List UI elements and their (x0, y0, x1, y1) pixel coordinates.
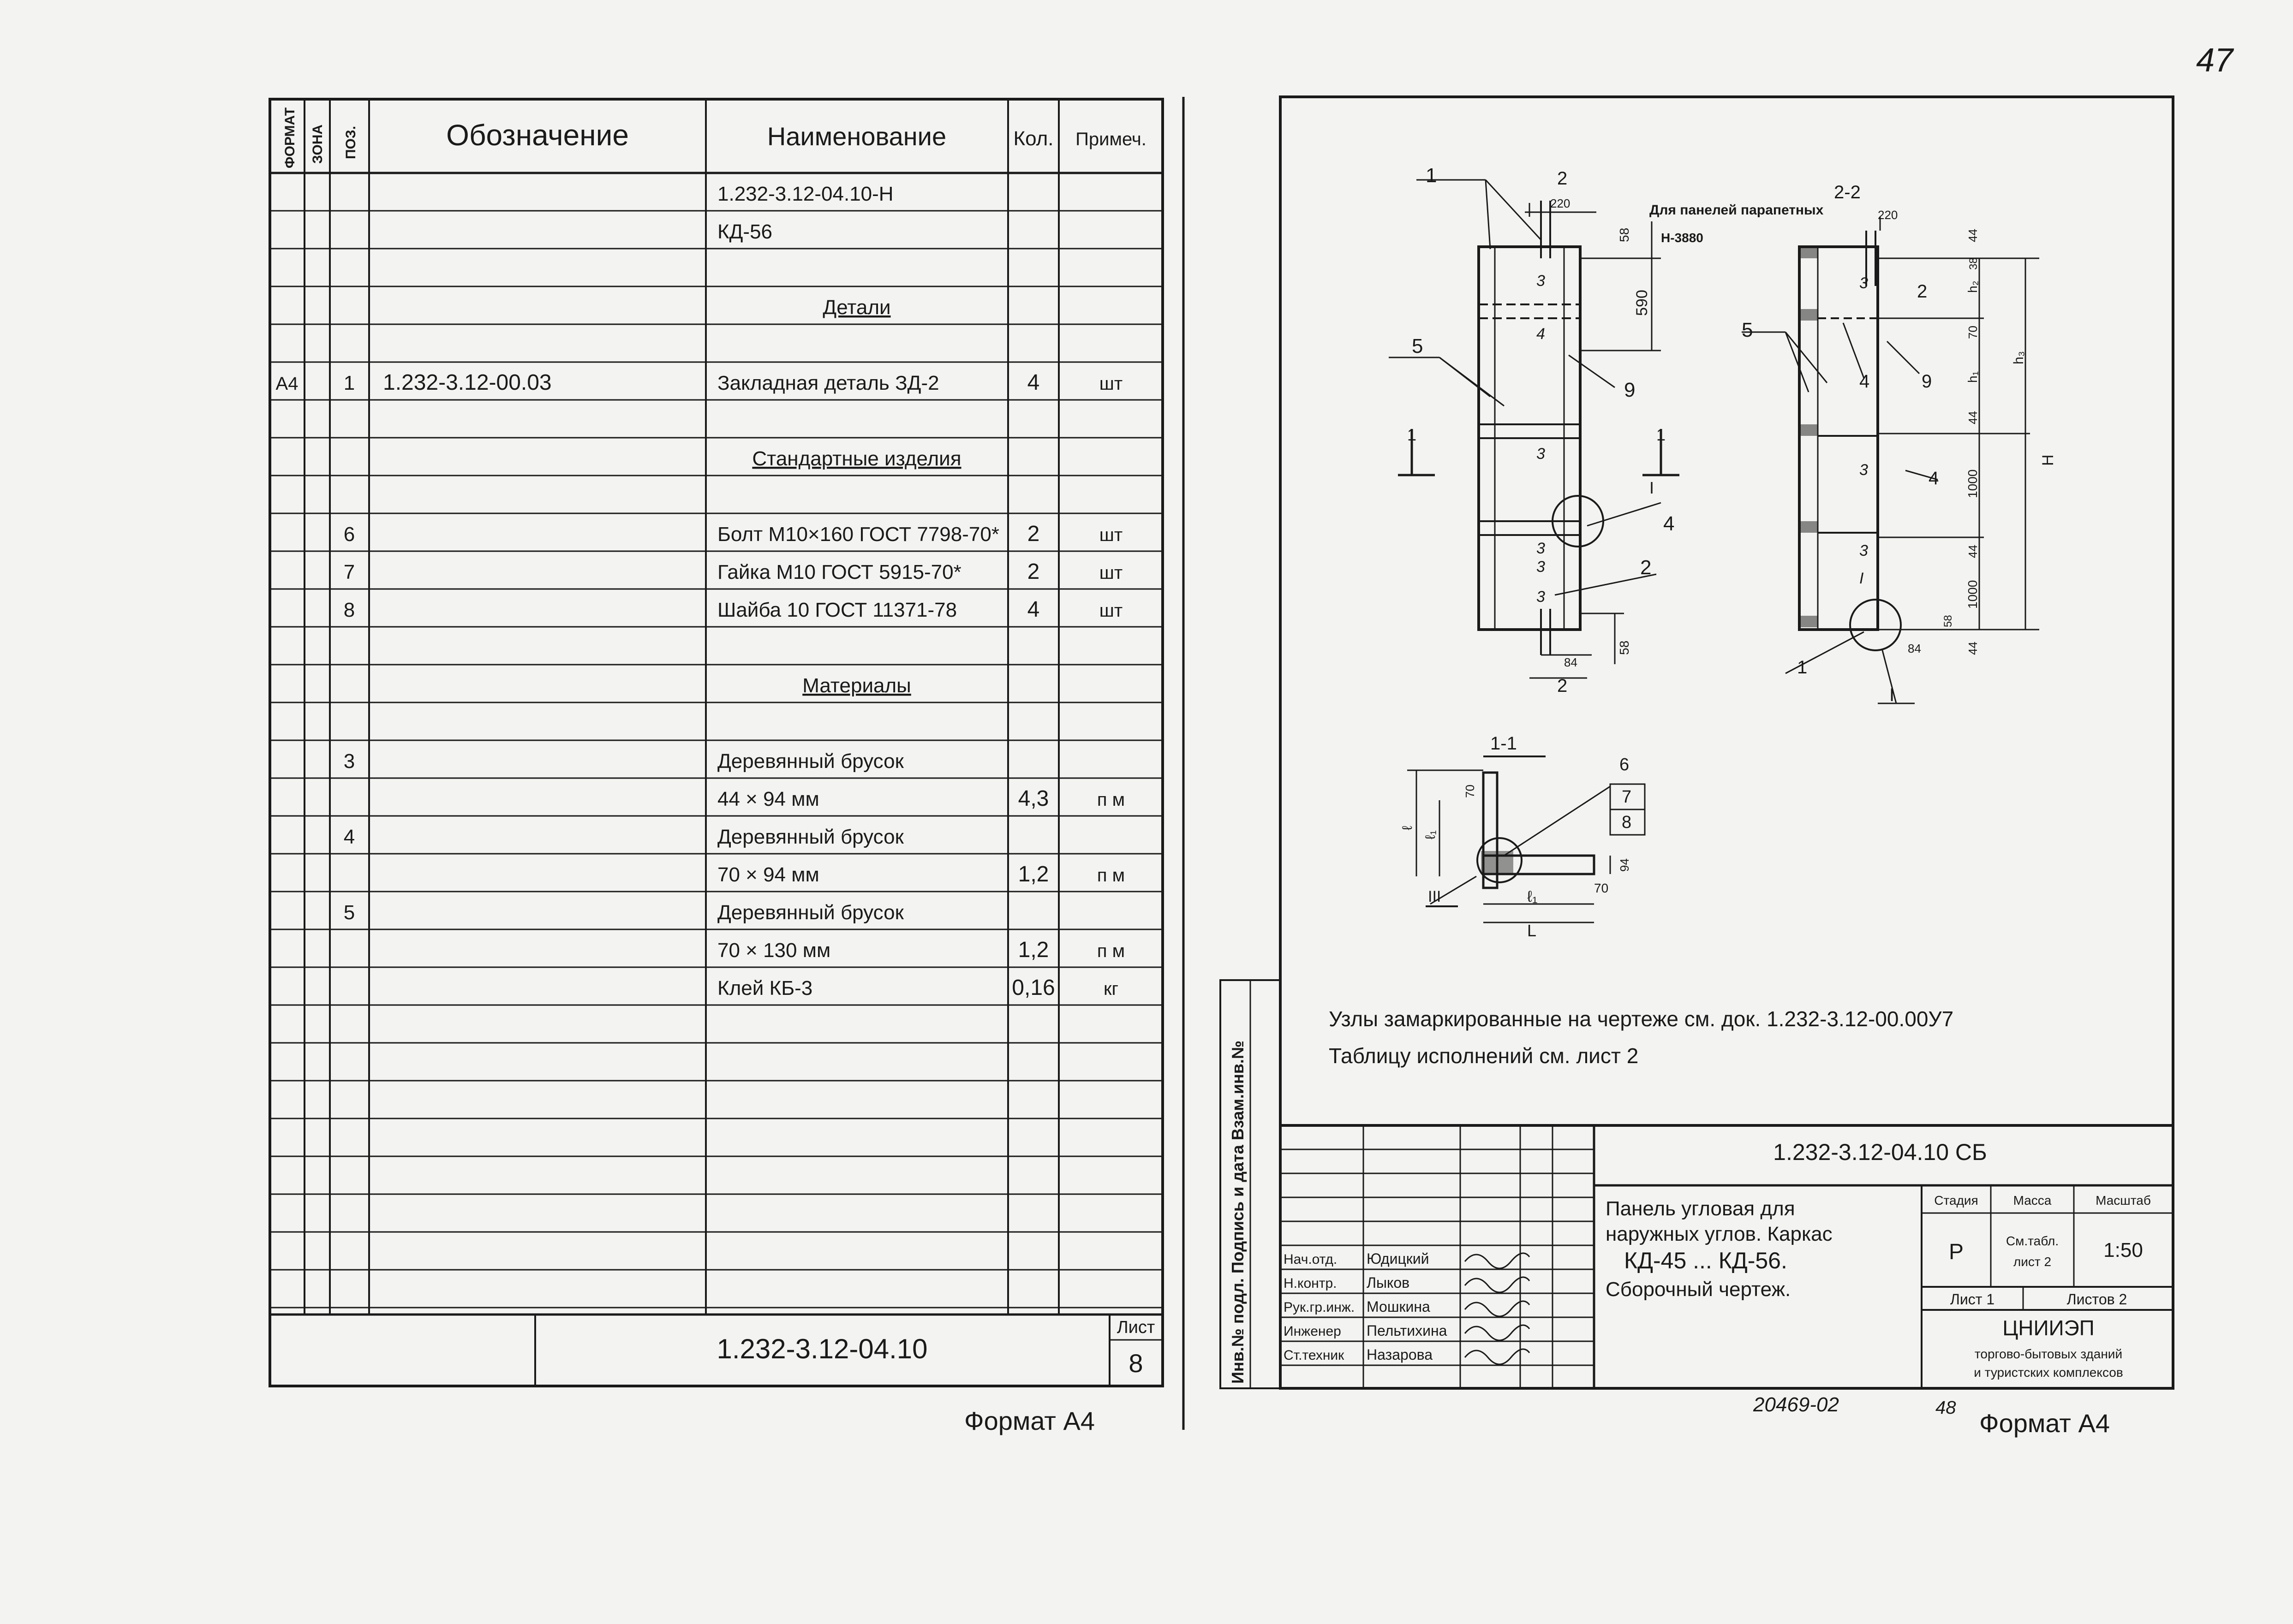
stamp-mass-label: Масса (2013, 1193, 2052, 1208)
stamp-scale-label: Масштаб (2096, 1193, 2151, 1208)
spec-cell-format: А4 (275, 374, 299, 394)
callout-5: 5 (1412, 335, 1423, 357)
right-format-label: Формат А4 (1979, 1409, 2110, 1438)
leader (1486, 180, 1490, 249)
hatch (1799, 521, 1818, 533)
section-callout-9: 9 (1922, 371, 1932, 392)
stamp-title-3: КД-45 ... КД-56. (1624, 1248, 1787, 1273)
callout-4: 4 (1663, 512, 1675, 535)
spec-cell-pos: 7 (343, 561, 355, 583)
hatch (1799, 309, 1818, 321)
dim-84: 84 (1564, 655, 1577, 669)
callout-2b: 2 (1640, 556, 1652, 579)
callout-2c: 2 (1557, 676, 1568, 696)
spec-cell-name: Детали (823, 296, 891, 319)
stamp-person: Пельтихина (1367, 1322, 1447, 1339)
section-callout-2: 2 (1917, 281, 1928, 302)
spec-cell-name: 70 × 130 мм (717, 939, 831, 962)
hatch (1799, 424, 1818, 436)
spec-cell-name: Гайка М10 ГОСТ 5915-70* (717, 561, 961, 583)
dim-70: 70 (1966, 326, 1980, 339)
dim-44b: 44 (1966, 411, 1980, 424)
dim-h3: h₃ (2011, 351, 2026, 364)
node-3f: 3 (1859, 274, 1868, 292)
col-header-qty: Кол. (1013, 127, 1054, 150)
cut-7: 7 (1622, 787, 1632, 807)
spec-cell-pos: 5 (343, 901, 355, 924)
spec-cell-note: п м (1097, 941, 1125, 961)
col-header-name: Наименование (767, 122, 947, 151)
stamp-person: Юдицкий (1367, 1250, 1429, 1267)
dim-58: 58 (1617, 227, 1631, 242)
col-header-format: ФОРМАТ (282, 107, 298, 168)
stamp-org-3: и туристских комплексов (1974, 1365, 2123, 1380)
leader (1569, 355, 1615, 387)
section-outline (1799, 247, 1878, 630)
spec-cell-name: Деревянный брусок (717, 750, 904, 773)
parapet-note: Для панелей парапетных (1649, 202, 1824, 218)
note-line-1: Узлы замаркированные на чертеже см. док. 1.232-3.12-00.00У7 (1329, 1007, 1954, 1031)
dim-1000a: 1000 (1965, 469, 1980, 498)
node-3c: 3 (1536, 540, 1545, 557)
cut-L: L (1527, 921, 1537, 940)
cut-8: 8 (1622, 813, 1632, 832)
spec-cell-qty: 2 (1027, 559, 1040, 584)
spec-footer-code: 1.232-3.12-04.10 (717, 1333, 928, 1364)
stamp-person: Мошкина (1367, 1298, 1430, 1315)
section-inner (1799, 247, 1818, 630)
spec-cell-name: Стандартные изделия (752, 447, 961, 470)
stamp-role: Инженер (1284, 1324, 1341, 1339)
cut-l1v: ℓ₁ (1423, 830, 1438, 839)
dim-220b: 220 (1878, 208, 1898, 222)
leader (1887, 341, 1919, 374)
specification-sheet (270, 99, 1163, 1435)
stamp-code: 1.232-3.12-04.10 СБ (1773, 1139, 1987, 1165)
left-format-label: Формат А4 (964, 1406, 1095, 1435)
section-label-1-1: 1-1 (1490, 733, 1517, 754)
stamp-title-2: наружных углов. Каркас (1606, 1223, 1833, 1245)
dim-44a: 44 (1966, 229, 1980, 242)
spec-cell-qty: 1,2 (1018, 862, 1049, 886)
spec-cell-designation: 1.232-3.12-00.03 (383, 370, 552, 395)
spec-cell-qty: 0,16 (1012, 976, 1055, 1000)
front-view-drawing (1389, 164, 1824, 696)
spec-cell-pos: 6 (343, 523, 355, 546)
cut-94: 94 (1618, 858, 1631, 872)
leader (1486, 180, 1541, 240)
spec-cell-name: Болт М10×160 ГОСТ 7798-70* (717, 523, 999, 546)
spec-cell-name: 1.232-3.12-04.10-Н (717, 183, 894, 205)
mark-II: I (1649, 478, 1654, 497)
section-1-1-drawing (1400, 733, 1645, 940)
col-header-pos: ПОЗ. (343, 125, 358, 159)
spec-cell-name: 70 × 94 мм (717, 863, 819, 886)
cut-III: III (1428, 888, 1441, 905)
spec-cell-name: Шайба 10 ГОСТ 11371-78 (717, 599, 957, 621)
callout-2: 2 (1557, 168, 1568, 189)
node-I: I (1859, 570, 1864, 587)
dim-38: 38 (1967, 257, 1980, 270)
node-4: 4 (1536, 325, 1545, 343)
spec-cell-note: шт (1099, 563, 1123, 583)
stamp-role: Нач.отд. (1284, 1252, 1338, 1267)
stamp-sheet: Лист 1 (1950, 1291, 1995, 1308)
dim-1000b: 1000 (1965, 580, 1980, 609)
col-header-zone: ЗОНА (310, 124, 325, 164)
leader (1785, 332, 1809, 392)
dim-220: 220 (1550, 196, 1570, 210)
stamp-mass-2: лист 2 (2013, 1255, 2052, 1269)
mark-1: 1 (1407, 425, 1417, 444)
node-3g: 3 (1859, 461, 1868, 479)
stamp-title-4: Сборочный чертеж. (1606, 1278, 1791, 1301)
dim-590: 590 (1633, 290, 1651, 316)
section-callout-I: I (1889, 685, 1895, 705)
page-number-top: 47 (2196, 42, 2233, 79)
spec-cell-pos: 1 (343, 372, 355, 394)
cut-l1: ℓ₁ (1527, 888, 1538, 905)
col-header-note: Примеч. (1075, 129, 1146, 149)
stamp-role: Рук.гр.инж. (1284, 1300, 1355, 1315)
spec-cell-qty: 4 (1027, 597, 1040, 622)
hatch (1799, 247, 1818, 258)
stamp-title-1: Панель угловая для (1606, 1197, 1795, 1220)
dim-58b: 58 (1617, 640, 1631, 655)
spec-frame (270, 99, 1163, 1386)
node-3e: 3 (1536, 588, 1545, 606)
node-3d: 3 (1536, 558, 1545, 576)
spec-rows (270, 183, 1163, 1308)
stamp-person: Лыков (1367, 1274, 1410, 1291)
spec-cell-note: шт (1099, 374, 1123, 394)
stamp-org-2: торгово-бытовых зданий (1974, 1347, 2123, 1361)
mark-1b: 1 (1656, 425, 1666, 444)
dim-44d: 44 (1966, 642, 1980, 655)
section-2-2-drawing (1742, 182, 2057, 705)
stamp-person: Назарова (1367, 1346, 1433, 1363)
section-callout-1: 1 (1797, 657, 1808, 678)
stamp-org-1: ЦНИИЭП (2002, 1316, 2095, 1340)
spec-sheet-label: Лист (1117, 1318, 1155, 1337)
stamp-sheets: Листов 2 (2066, 1291, 2127, 1308)
dim-58c: 58 (1942, 615, 1954, 627)
stamp-stage-label: Стадия (1934, 1193, 1978, 1208)
bottom-page: 48 (1935, 1398, 1956, 1418)
col-header-designation: Обозначение (446, 119, 629, 152)
dim-84b: 84 (1908, 642, 1921, 655)
spec-cell-qty: 4 (1027, 370, 1040, 395)
dim-h2: h₂ (1965, 280, 1980, 293)
note-line-2: Таблицу исполнений см. лист 2 (1329, 1044, 1639, 1068)
spec-cell-name: Деревянный брусок (717, 901, 904, 924)
spec-cell-name: Деревянный брусок (717, 826, 904, 848)
spec-cell-note: п м (1097, 865, 1125, 886)
title-block (1280, 1125, 2173, 1388)
section-callout-4a: 4 (1859, 371, 1870, 392)
spec-cell-qty: 2 (1027, 522, 1040, 546)
leader (1785, 332, 1827, 383)
node-3h: 3 (1859, 542, 1868, 559)
stamp-role: Н.контр. (1284, 1276, 1337, 1291)
stamp-scale: 1:50 (2103, 1239, 2143, 1261)
spec-cell-name: Закладная деталь ЗД-2 (717, 372, 939, 394)
stamp-role: Ст.техник (1284, 1348, 1344, 1363)
section-label-2-2: 2-2 (1834, 182, 1861, 202)
spec-sheet-number: 8 (1129, 1349, 1143, 1378)
assembly-drawing-sheet (1220, 97, 2173, 1438)
stamp-people (1284, 1250, 1529, 1364)
dim-H: Н (2039, 454, 2057, 466)
spec-cell-name: 44 × 94 мм (717, 788, 819, 810)
spec-cell-note: шт (1099, 601, 1123, 621)
detail-circle-I (1850, 600, 1901, 650)
spec-cell-pos: 3 (343, 750, 355, 773)
section-callout-4b: 4 (1929, 468, 1939, 488)
parapet-height: Н-3880 (1661, 231, 1703, 245)
spec-cell-qty: 1,2 (1018, 938, 1049, 962)
spec-cell-name: КД-56 (717, 220, 773, 243)
bottom-number: 20469-02 (1753, 1393, 1839, 1416)
spec-cell-pos: 4 (343, 826, 355, 848)
spec-cell-qty: 4,3 (1018, 786, 1049, 811)
leader (1504, 786, 1610, 856)
section-callout-5: 5 (1742, 319, 1753, 341)
dim-44c: 44 (1966, 545, 1980, 558)
cut-l: ℓ (1400, 826, 1415, 830)
callout-1: 1 (1426, 164, 1437, 187)
hatch (1481, 851, 1513, 874)
cut-70a: 70 (1463, 785, 1477, 798)
spec-cell-note: шт (1099, 525, 1123, 545)
cut-70b: 70 (1594, 881, 1609, 895)
spec-cell-pos: 8 (343, 599, 355, 621)
dim-h1: h₁ (1965, 371, 1980, 383)
callout-9: 9 (1624, 379, 1636, 401)
hatch (1799, 616, 1818, 627)
spec-cell-note: п м (1097, 790, 1125, 810)
cut-6: 6 (1619, 755, 1630, 774)
leader (1843, 323, 1864, 378)
vertical-strip-text: Инв.№ подл. Подпись и дата Взам.инв.№ (1228, 1040, 1247, 1384)
stamp-mass-1: См.табл. (2006, 1234, 2059, 1248)
spec-cell-name: Материалы (802, 674, 911, 697)
spec-cell-note: кг (1103, 979, 1119, 999)
node-3b: 3 (1536, 445, 1545, 463)
spec-cell-name: Клей КБ-3 (717, 977, 813, 999)
node-3: 3 (1536, 272, 1545, 290)
stamp-stage: Р (1948, 1240, 1964, 1264)
